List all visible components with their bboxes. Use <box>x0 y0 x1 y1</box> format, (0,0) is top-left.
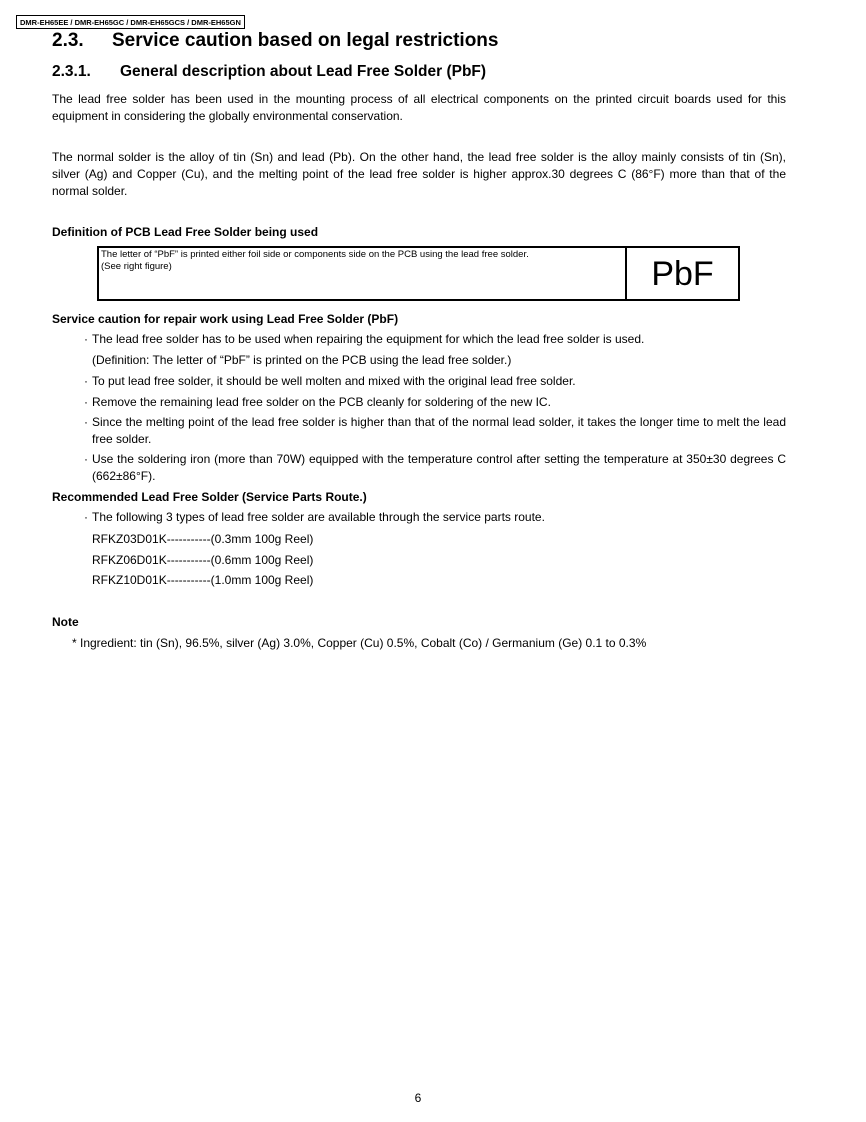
note-text: * Ingredient: tin (Sn), 96.5%, silver (Ag) 3.0%, Copper (Cu) 0.5%, Cobalt (Co) / Germanium (Ge) 0.1 to 0.3% <box>72 636 647 650</box>
caution-item <box>84 331 786 348</box>
caution-item <box>84 414 786 448</box>
recommended-intro <box>84 509 786 526</box>
recommended-heading: Recommended Lead Free Solder (Service Parts Route.) <box>52 490 367 504</box>
bullet-dot: · <box>84 395 88 409</box>
bullet-dot: · <box>84 415 88 429</box>
section-heading <box>52 30 498 52</box>
bullet-dot: · <box>84 374 88 388</box>
caution-item <box>84 394 786 411</box>
subsection-heading <box>52 63 486 81</box>
pbf-definition-box <box>97 246 740 301</box>
pbf-figure-text: PbF <box>651 255 714 293</box>
caution-item-text: To put lead free solder, it should be well molten and mixed with the original lead free solder. <box>92 374 576 388</box>
part-number-line: RFKZ06D01K-----------(0.6mm 100g Reel) <box>92 553 314 567</box>
caution-item-text: Remove the remaining lead free solder on the PCB cleanly for soldering of the new IC. <box>92 395 551 409</box>
caution-item <box>84 373 786 390</box>
caution-heading: Service caution for repair work using Lead Free Solder (PbF) <box>52 312 399 326</box>
caution-item-text: Since the melting point of the lead free solder is higher than that of the normal lead solder, it takes the longer time to melt the lead free solder. <box>92 415 786 446</box>
pbf-description-line-2: (See right figure) <box>101 261 172 272</box>
pbf-figure-cell <box>627 248 738 299</box>
bullet-dot: · <box>84 332 88 346</box>
definition-heading: Definition of PCB Lead Free Solder being used <box>52 225 319 239</box>
part-number-line: RFKZ10D01K-----------(1.0mm 100g Reel) <box>92 573 314 587</box>
caution-item-text: The lead free solder has to be used when repairing the equipment for which the lead free solder is used. <box>92 332 645 346</box>
pbf-description-line-1: The letter of “PbF” is printed either foil side or components side on the PCB using the lead free solder. <box>101 249 529 260</box>
caution-item <box>84 451 786 485</box>
pbf-description-cell <box>99 248 627 299</box>
section-number: 2.3. <box>52 30 84 51</box>
model-tag: DMR-EH65EE / DMR-EH65GC / DMR-EH65GCS / DMR-EH65GN <box>16 15 245 29</box>
subsection-number: 2.3.1. <box>52 63 91 80</box>
intro-paragraph-1: The lead free solder has been used in the mounting process of all electrical components on the printed circuit boards used for this equipment in considering the globally environmental conservation. <box>52 92 786 123</box>
subsection-title: General description about Lead Free Solder (PbF) <box>120 63 487 80</box>
recommended-intro-text: The following 3 types of lead free solder are available through the service parts route. <box>92 510 545 524</box>
caution-item-text: (Definition: The letter of “PbF” is printed on the PCB using the lead free solder.) <box>92 353 512 367</box>
note-heading: Note <box>52 615 79 629</box>
caution-item-text: Use the soldering iron (more than 70W) equipped with the temperature control after setting the temperature at 350±30 degrees C (662±86°F). <box>92 452 786 483</box>
intro-paragraph-2: The normal solder is the alloy of tin (Sn) and lead (Pb). On the other hand, the lead free solder is the alloy mainly consists of tin (Sn), silver (Ag) and Copper (Cu), and the melting point of the lead free solder is higher approx.30 degrees C (86°F) more than that of the normal solder. <box>52 150 786 198</box>
part-number-line: RFKZ03D01K-----------(0.3mm 100g Reel) <box>92 532 314 546</box>
bullet-dot: · <box>84 452 88 466</box>
page-number: 6 <box>414 1091 422 1105</box>
section-title: Service caution based on legal restrictions <box>112 30 499 51</box>
bullet-dot: · <box>84 510 88 524</box>
caution-item-definition <box>84 352 786 369</box>
